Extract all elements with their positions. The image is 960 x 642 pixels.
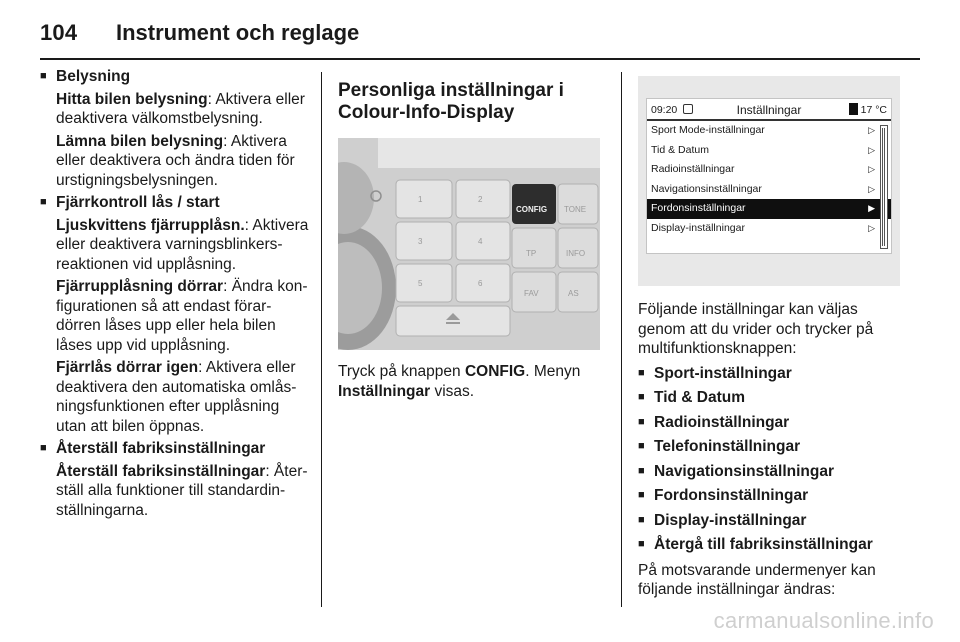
entry-fjarrlas [40, 358, 312, 436]
temperature-value: 17 °C [860, 104, 887, 116]
column-middle [338, 64, 608, 401]
section-heading-aterstall: ■ Återställ fabriksinställningar [40, 439, 312, 459]
list-item: ■ Fordonsinställningar [638, 486, 908, 506]
menu-item-label: Fordonsinställningar [651, 202, 746, 214]
list-item: ■ Återgå till fabriksinställningar [638, 535, 908, 555]
display-menu-list [647, 121, 891, 238]
entry-text: : Åter-ställ alla funktioner till standardin-ställningarna. [56, 462, 308, 519]
page-number: 104 [40, 20, 78, 45]
column-divider-2 [621, 72, 622, 607]
button-label-4: 4 [478, 237, 483, 246]
column-left [40, 64, 312, 520]
as-button-label: AS [568, 289, 579, 298]
instruction-text: visas. [430, 382, 475, 400]
entry-term: Lämna bilen belysning [56, 132, 224, 150]
display-status-bar [647, 99, 891, 121]
entry-text: : Aktivera eller deaktivera den automatiska omlås-ningsfunktionen efter upplåsning utan att bilen öppnas. [56, 359, 297, 435]
entry-term: Ljuskvittens fjärrupplåsn. [56, 216, 245, 234]
menu-item-label: Display-inställningar [651, 221, 745, 234]
button-label-5: 5 [418, 279, 423, 288]
list-item: ■ Navigationsinställningar [638, 462, 908, 482]
list-item: ■ Radioinställningar [638, 413, 908, 433]
display-title: Inställningar [736, 103, 802, 117]
tp-button-label: TP [526, 249, 537, 258]
column-divider-1 [321, 72, 322, 607]
button-label-3: 3 [418, 237, 423, 246]
instruction-text: . Menyn [525, 363, 581, 380]
button-label-6: 6 [478, 279, 483, 288]
control-panel-illustration [338, 138, 600, 350]
phone-icon [849, 103, 858, 115]
config-key-name: CONFIG [464, 363, 526, 380]
entry-term: Fjärrlås dörrar igen [56, 359, 199, 376]
arrow-right-icon: ▷ [868, 222, 875, 233]
display-scrollbar[interactable] [880, 125, 888, 249]
entry-lamna-bilen [40, 132, 312, 191]
arrow-right-icon: ▷ [868, 144, 875, 155]
info-button-label: INFO [566, 249, 586, 258]
entry-term: Fjärrupplåsning dörrar [56, 278, 224, 295]
button-label-2: 2 [478, 195, 483, 204]
display-menu-item[interactable] [647, 141, 891, 161]
config-instruction [338, 362, 608, 401]
display-menu-item[interactable] [647, 180, 891, 200]
section-heading-belysning: ■ Belysning [40, 67, 312, 87]
settings-outro: På motsvarande undermenyer kan följande inställningar ändras: [638, 561, 876, 598]
arrow-right-icon: ▷ [868, 125, 875, 135]
entry-term: Återställ fabriksinställningar [56, 462, 266, 480]
arrow-right-icon: ▶ [868, 203, 875, 213]
watermark: carmanualsonline.info [713, 608, 934, 633]
list-item: ■ Sport-inställningar [638, 364, 908, 384]
section-heading-fjarrkontroll: ■ Fjärrkontroll lås / start [40, 193, 312, 213]
menu-item-label: Radioinställningar [651, 163, 735, 175]
display-menu-item-selected[interactable] [647, 199, 891, 219]
settings-intro: Följande inställningar kan väljas genom att du vrider och trycker på multifunktionsknappen: [638, 301, 874, 357]
control-panel-photo [338, 138, 600, 350]
list-item: ■ Tid & Datum [638, 388, 908, 408]
entry-aterstall [40, 462, 312, 521]
page-header [40, 18, 920, 60]
menu-name: Inställningar [338, 382, 431, 400]
display-temperature [849, 101, 887, 120]
entry-fjarrupplasning [40, 277, 312, 355]
entry-term: Hitta bilen belysning [56, 90, 208, 108]
entry-hitta-bilen [40, 90, 312, 129]
page-title: Instrument och reglage [116, 20, 360, 45]
entry-text: : Ändra kon-figurationen så att endast förar-dörren låses upp eller hela bilen låses upp vid upplåsning. [56, 278, 308, 354]
arrow-right-icon: ▷ [868, 183, 875, 194]
tone-button-label: TONE [564, 205, 587, 214]
list-item: ■ Telefoninställningar [638, 437, 908, 457]
entry-ljuskvittens [40, 216, 312, 275]
display-menu-item[interactable] [647, 121, 891, 141]
menu-item-label: Navigationsinställningar [651, 182, 762, 195]
display-screenshot [638, 76, 900, 286]
fav-button-label: FAV [524, 289, 539, 298]
entry-text: : Aktivera eller deaktivera varningsblinkers-reaktionen vid upplåsning. [56, 216, 309, 273]
column-right [638, 64, 908, 600]
display-menu-item[interactable] [647, 219, 891, 239]
scrollbar-thumb[interactable] [882, 128, 886, 246]
display-menu-item[interactable] [647, 160, 891, 180]
display-time: 09:20 [651, 104, 678, 116]
header-rule [40, 58, 920, 60]
instruction-text: Tryck på knappen [338, 363, 465, 380]
settings-list [638, 364, 908, 555]
button-label-1: 1 [418, 195, 423, 204]
section-heading-personliga: Personliga inställningar i Colour-Info-Display [338, 80, 564, 123]
menu-item-label: Tid & Datum [651, 143, 709, 156]
entry-text: : Aktivera eller deaktivera välkomstbelysning. [56, 90, 305, 127]
config-button-label: CONFIG [516, 205, 548, 214]
entry-text: : Aktivera eller deaktivera och ändra tiden för urstigningsbelysningen. [56, 132, 295, 189]
menu-item-label: Sport Mode-inställningar [651, 124, 765, 136]
settings-display [646, 98, 892, 254]
list-item: ■ Display-inställningar [638, 511, 908, 531]
arrow-right-icon: ▷ [868, 164, 875, 174]
